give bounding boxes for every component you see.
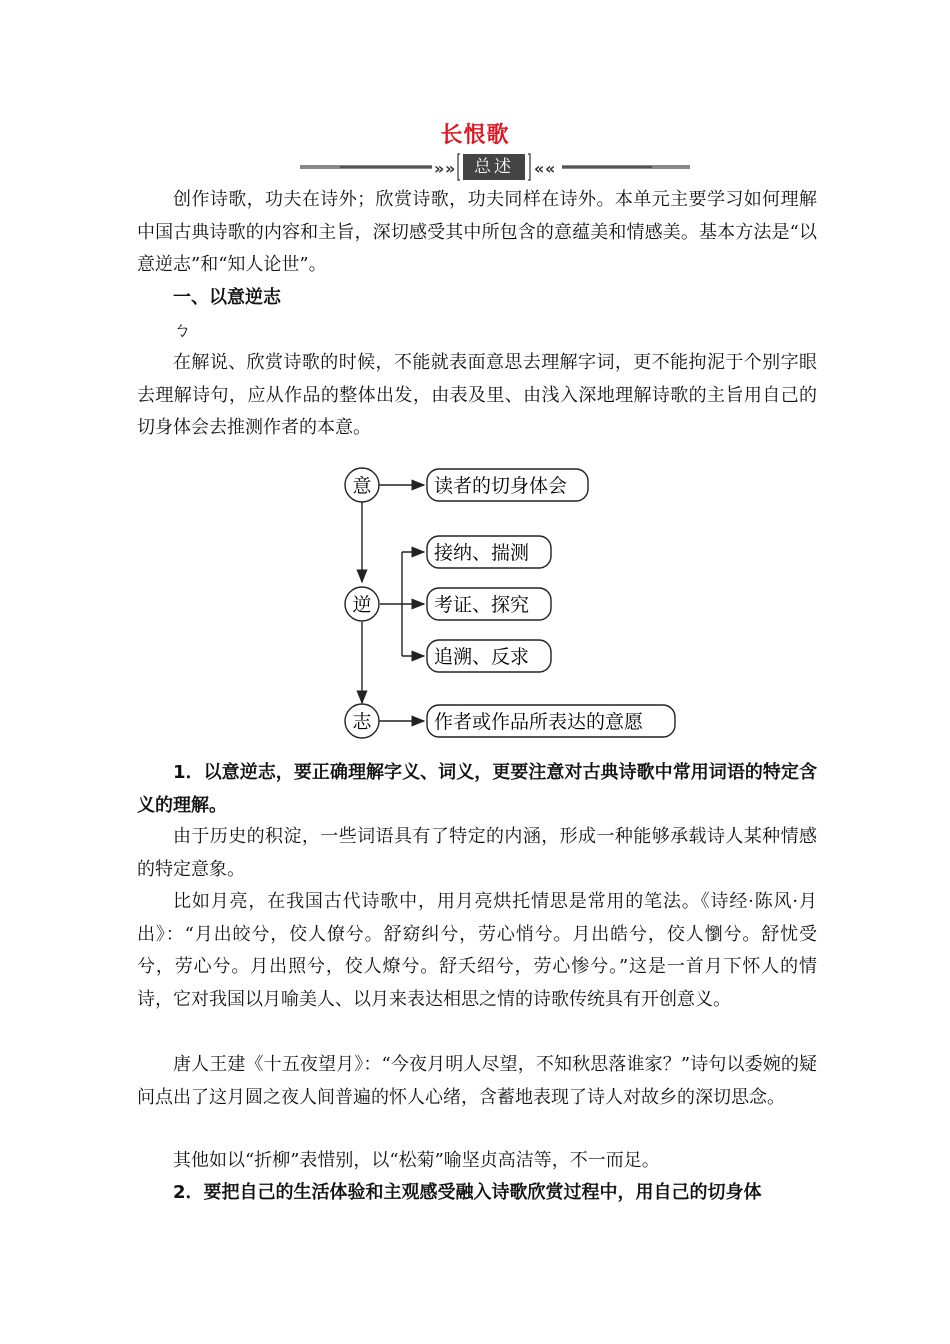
page-title: 长恨歌: [440, 123, 510, 148]
svg-text:»: »: [434, 159, 445, 178]
box-verify: [427, 588, 551, 620]
point1-heading: 1．以意逆志，要正确理解字义、词义，更要注意对古典诗歌中常用词语的特定含义的理解。: [137, 762, 817, 816]
box-trace: [427, 640, 551, 672]
yi-ni-zhi-diagram: [296, 447, 692, 747]
explain-paragraph: 在解说、欣赏诗歌的时候，不能就表面意思去理解字词，更不能拘泥于个别字眼去理解诗句，应从作品的整体出发，由表及里、由浅入深地理解诗歌的主旨用自己的切身体会去推测作者的本意。: [137, 352, 817, 438]
box-reader-label: 读者的切身体会: [434, 475, 568, 497]
wangjian-paragraph: 唐人王建《十五夜望月》：“今夜月明人尽望，不知秋思落谁家？”诗句以委婉的疑问点出了这月圆之夜人间普遍的怀人心绪，含蓄地表现了诗人对故乡的深切思念。: [137, 1054, 817, 1108]
box-accept: [427, 536, 551, 568]
svg-text:«: «: [534, 159, 545, 178]
section-banner: [300, 150, 690, 186]
box-reader: [427, 469, 588, 501]
stray-glyph: ㄅ: [173, 320, 191, 341]
point2-heading: 2．要把自己的生活体验和主观感受融入诗歌欣赏过程中，用自己的切身体: [173, 1182, 762, 1203]
box-trace-label: 追溯、反求: [434, 646, 530, 668]
box-accept-label: 接纳、揣测: [434, 542, 530, 564]
box-author-label: 作者或作品所表达的意愿: [434, 711, 644, 733]
moon-paragraph: 比如月亮，在我国古代诗歌中，用月亮烘托情思是常用的笔法。《诗经·陈风·月出》：“月出皎兮，佼人僚兮。舒窈纠兮，劳心悄兮。月出皓兮，佼人懰兮。舒忧受兮，劳心兮。月出照兮，佼人燎兮。舒夭绍兮，劳心惨兮。”这是一首月下怀人的情诗，它对我国以月喻美人、以月来表达相思之情的诗歌传统具有开创意义。: [137, 891, 817, 1010]
box-verify-label: 考证、探究: [434, 594, 530, 616]
svg-text:«: «: [545, 159, 556, 178]
intro-paragraph: 创作诗歌，功夫在诗外；欣赏诗歌，功夫同样在诗外。本单元主要学习如何理解中国古典诗歌的内容和主旨，深切感受其中所包含的意蕴美和情感美。基本方法是“以意逆志”和“知人论世”。: [137, 189, 817, 275]
node-yi: [345, 468, 379, 502]
node-ni-label: 逆: [352, 594, 372, 616]
node-zhi: [345, 704, 379, 738]
svg-text:»: »: [445, 159, 456, 178]
section1-heading: 一、以意逆志: [173, 287, 281, 308]
node-zhi-label: 志: [352, 711, 372, 733]
banner-label: 总述: [463, 154, 525, 180]
other-paragraph: 其他如以“折柳”表惜别，以“松菊”喻坚贞高洁等，不一而足。: [173, 1150, 660, 1171]
node-ni: [345, 587, 379, 621]
node-yi-label: 意: [352, 475, 372, 497]
history-paragraph: 由于历史的积淀，一些词语具有了特定的内涵，形成一种能够承载诗人某种情感的特定意象。: [137, 826, 817, 880]
box-author: [427, 705, 675, 737]
